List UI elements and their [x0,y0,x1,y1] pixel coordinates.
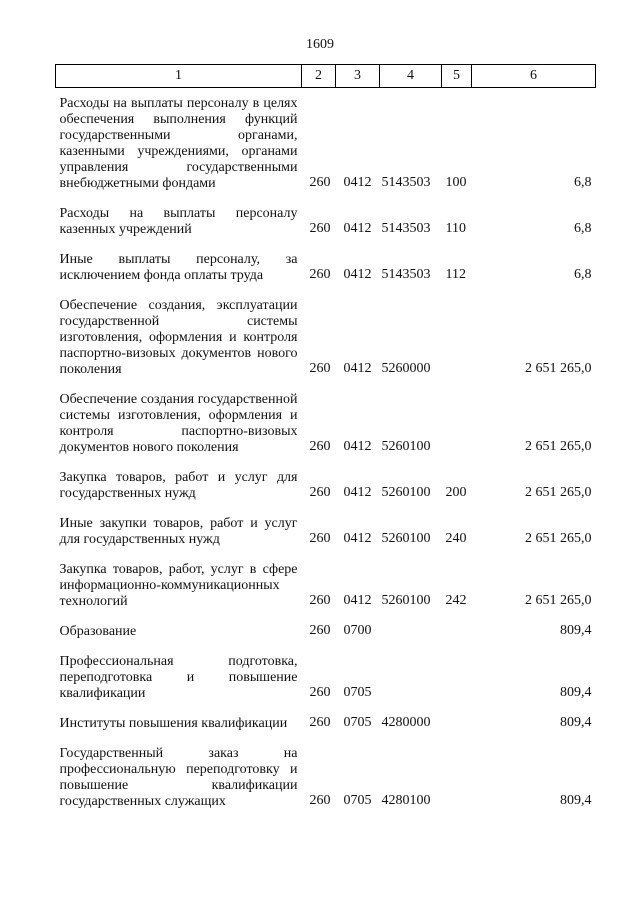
column-header-2: 2 [302,65,336,88]
row-amount: 6,8 [574,267,592,282]
table-row [56,708,596,738]
row-expense-type: 242 [445,593,467,608]
row-ministry-code: 260 [309,685,331,700]
row-amount: 2 651 265,0 [525,439,592,454]
row-amount: 6,8 [574,175,592,190]
row-section-code: 0705 [343,685,372,700]
row-ministry-code: 260 [309,439,331,454]
row-amount: 2 651 265,0 [525,593,592,608]
row-expense-type [442,616,472,646]
row-section-code: 0705 [343,793,372,808]
table-header-row [56,65,596,88]
row-amount: 2 651 265,0 [525,531,592,546]
row-target-code: 5143503 [381,221,431,236]
row-target-code [380,616,442,646]
row-ministry-code: 260 [309,623,331,638]
row-ministry-code: 260 [309,593,331,608]
row-amount: 2 651 265,0 [525,361,592,376]
table-row [56,462,596,508]
row-name: Обеспечение создания, эксплуатации государственной системы изготовления, оформления и контроля паспортно-визовых документов нового поколения [59,298,298,377]
row-section-code: 0412 [343,485,372,500]
table-row [56,198,596,244]
column-header-3: 3 [336,65,380,88]
row-name: Институты повышения квалификации [59,716,288,731]
row-name: Иные закупки товаров, работ и услуг для государственных нужд [59,516,298,547]
row-section-code: 0412 [343,175,372,190]
row-ministry-code: 260 [309,267,331,282]
row-section-code: 0412 [343,267,372,282]
row-ministry-code: 260 [309,485,331,500]
row-target-code: 5260100 [381,439,431,454]
page-number: 1609 [306,37,334,52]
row-target-code: 5143503 [381,175,431,190]
row-target-code: 5260100 [381,593,431,608]
column-header-4: 4 [380,65,442,88]
table-row [56,384,596,462]
row-target-code: 4280100 [381,793,431,808]
row-name: Профессиональная подготовка, переподготовка и повышение квалификации [59,654,298,701]
table-row [56,646,596,708]
row-expense-type [442,384,472,462]
row-expense-type: 110 [445,221,466,236]
row-expense-type [442,646,472,708]
row-target-code: 5260100 [381,531,431,546]
row-name: Образование [59,624,137,639]
row-amount: 809,4 [560,623,592,638]
row-target-code: 4280000 [381,715,431,730]
row-amount: 2 651 265,0 [525,485,592,500]
table-row [56,508,596,554]
budget-table [55,64,596,816]
row-ministry-code: 260 [309,531,331,546]
row-target-code: 5143503 [381,267,431,282]
row-expense-type [442,708,472,738]
table-row [56,554,596,616]
table-row [56,244,596,290]
row-section-code: 0412 [343,593,372,608]
row-name: Иные выплаты персоналу, за исключением фонда оплаты труда [59,252,298,283]
row-name: Закупка товаров, работ и услуг для государственных нужд [59,470,298,501]
row-ministry-code: 260 [309,793,331,808]
row-expense-type [442,738,472,816]
row-amount: 809,4 [560,715,592,730]
row-section-code: 0412 [343,439,372,454]
column-header-1: 1 [56,65,302,88]
row-target-code: 5260100 [381,485,431,500]
row-name: Обеспечение создания государственной системы изготовления, оформления и контроля паспортно-визовых документов нового поколения [59,392,298,455]
column-header-5: 5 [442,65,472,88]
row-section-code: 0412 [343,361,372,376]
row-expense-type: 240 [445,531,467,546]
table-row [56,88,596,199]
row-amount: 809,4 [560,685,592,700]
row-expense-type [442,290,472,384]
row-section-code: 0412 [343,531,372,546]
row-amount: 809,4 [560,793,592,808]
row-section-code: 0705 [343,715,372,730]
row-ministry-code: 260 [309,361,331,376]
table-row [56,616,596,646]
row-name: Закупка товаров, работ, услуг в сфере информационно-коммуникационных технологий [59,562,298,609]
row-expense-type: 100 [445,175,467,190]
row-name: Расходы на выплаты персоналу казенных учреждений [59,206,298,237]
row-section-code: 0700 [343,623,372,638]
column-header-6: 6 [472,65,596,88]
row-name: Расходы на выплаты персоналу в целях обеспечения выполнения функций государственными органами, казенными учреждениями, органами управления государственными внебюджетными фондами [59,96,298,191]
row-ministry-code: 260 [309,715,331,730]
row-target-code [380,646,442,708]
row-ministry-code: 260 [309,221,331,236]
row-section-code: 0412 [343,221,372,236]
row-expense-type: 112 [445,267,466,282]
table-row [56,738,596,816]
row-amount: 6,8 [574,221,592,236]
row-name: Государственный заказ на профессиональную переподготовку и повышение квалификации государственных служащих [59,746,298,809]
row-ministry-code: 260 [309,175,331,190]
row-expense-type: 200 [445,485,467,500]
row-target-code: 5260000 [381,361,431,376]
table-row [56,290,596,384]
